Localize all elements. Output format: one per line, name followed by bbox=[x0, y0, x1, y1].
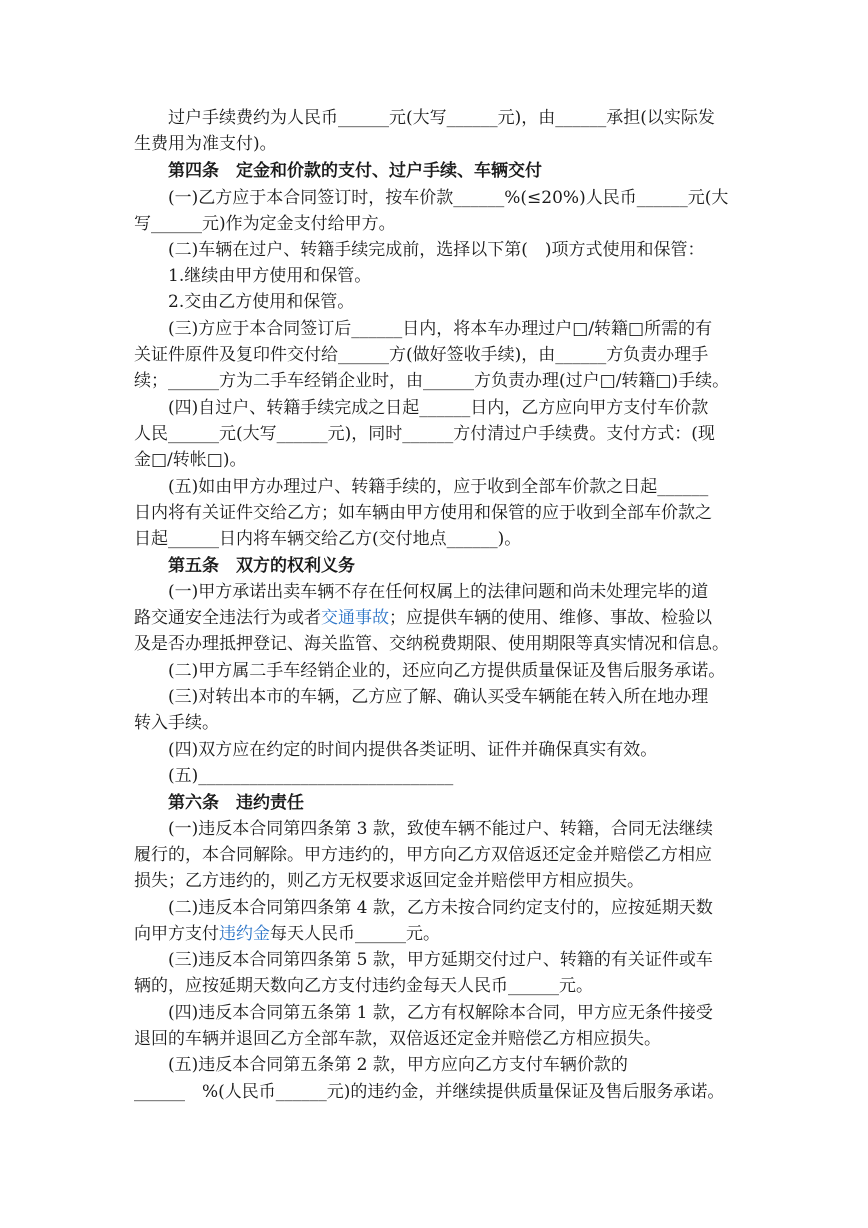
paragraph-line bbox=[168, 263, 371, 289]
paragraph-line bbox=[134, 842, 712, 868]
paragraph-line bbox=[134, 500, 712, 526]
text-segment: (三)方应于本合同签订后______日内，将本车办理过户□/转籍□所需的有 bbox=[168, 319, 713, 339]
paragraph-line bbox=[168, 105, 715, 131]
text-segment: (二)甲方属二手车经销企业的，还应向乙方提供质量保证及售后服务承诺。 bbox=[168, 661, 726, 681]
paragraph-line bbox=[134, 1079, 724, 1105]
text-segment: 转入手续。 bbox=[134, 713, 219, 733]
paragraph-line bbox=[134, 631, 729, 657]
paragraph-line bbox=[168, 395, 708, 421]
text-segment: 辆的，应按延期天数向乙方支付违约金每天人民币______元。 bbox=[134, 976, 593, 996]
text-segment: ______ %(人民币______元)的违约金，并继续提供质量保证及售后服务承诺。 bbox=[134, 1082, 725, 1102]
paragraph-line bbox=[134, 710, 219, 736]
paragraph-line bbox=[168, 684, 708, 710]
text-segment: 向甲方支付 bbox=[134, 924, 219, 944]
text-segment: 续；______方为二手车经销企业时，由______方负责办理(过户□/转籍□)手续。 bbox=[134, 371, 730, 391]
paragraph-line bbox=[134, 526, 521, 552]
text-segment: (五)______________________________ bbox=[168, 766, 454, 786]
paragraph-line bbox=[168, 237, 705, 263]
text-segment: 生费用为准支付)。 bbox=[134, 134, 277, 154]
paragraph-line bbox=[168, 289, 354, 315]
text-segment: 路交通安全违法行为或者 bbox=[134, 608, 321, 628]
text-segment: (三)对转出本市的车辆，乙方应了解、确认买受车辆能在转入所在地办理 bbox=[168, 687, 709, 707]
text-segment: 写______元)作为定金支付给甲方。 bbox=[134, 214, 396, 234]
text-segment: (五)违反本合同第五条第 2 款，甲方应向乙方支付车辆价款的 bbox=[168, 1055, 628, 1075]
paragraph-line bbox=[134, 368, 729, 394]
text-segment: 损失；乙方违约的，则乙方无权要求返回定金并赔偿甲方相应损失。 bbox=[134, 871, 644, 891]
paragraph-line bbox=[134, 342, 708, 368]
paragraph-line bbox=[168, 1052, 628, 1078]
text-segment: 履行的，本合同解除。甲方违约的，甲方向乙方双倍返还定金并赔偿乙方相应 bbox=[134, 845, 712, 865]
paragraph-line bbox=[134, 868, 644, 894]
text-segment: 日起______日内将车辆交给乙方(交付地点______)。 bbox=[134, 529, 522, 549]
text-segment: (四)违反本合同第五条第 1 款，乙方有权解除本合同，甲方应无条件接受 bbox=[168, 1003, 713, 1023]
paragraph-line bbox=[168, 658, 725, 684]
paragraph-line bbox=[134, 973, 593, 999]
text-segment: 过户手续费约为人民币______元(大写______元)，由______承担(以实际发 bbox=[168, 108, 715, 128]
paragraph-line bbox=[168, 579, 708, 605]
paragraph-line bbox=[134, 211, 396, 237]
text-segment: 退回的车辆并退回乙方全部车款，双倍返还定金并赔偿乙方相应损失。 bbox=[134, 1029, 661, 1049]
paragraph-line bbox=[134, 131, 277, 157]
article-6-heading bbox=[168, 790, 304, 816]
text-segment: 每天人民币______元。 bbox=[270, 924, 440, 944]
paragraph-line bbox=[168, 816, 713, 842]
text-segment: (一)甲方承诺出卖车辆不存在任何权属上的法律问题和尚未处理完毕的道 bbox=[168, 582, 709, 602]
text-segment: 金□/转帐□)。 bbox=[134, 450, 247, 470]
text-segment: 人民______元(大写______元)，同时______方付清过户手续费。支付方式：(现 bbox=[134, 424, 715, 444]
article-5-heading bbox=[168, 553, 355, 579]
paragraph-line bbox=[168, 1000, 713, 1026]
text-segment: (二)车辆在过户、转籍手续完成前，选择以下第( )项方式使用和保管： bbox=[168, 240, 705, 260]
heading-text: 第六条 违约责任 bbox=[168, 793, 304, 813]
text-segment: (一)乙方应于本合同签订时，按车价款______%(≤20%)人民币______元(大 bbox=[168, 188, 729, 208]
text-segment: 及是否办理抵押登记、海关监管、交纳税费期限、使用期限等真实情况和信息。 bbox=[134, 634, 729, 654]
paragraph-line bbox=[168, 316, 712, 342]
text-segment: (四)双方应在约定的时间内提供各类证明、证件并确保真实有效。 bbox=[168, 740, 658, 760]
paragraph-line bbox=[168, 763, 453, 789]
penalty-link[interactable]: 违约金 bbox=[219, 924, 270, 944]
text-segment: (四)自过户、转籍手续完成之日起______日内，乙方应向甲方支付车价款 bbox=[168, 398, 709, 418]
paragraph-line bbox=[168, 947, 713, 973]
traffic-accident-link[interactable]: 交通事故 bbox=[321, 608, 389, 628]
paragraph-line bbox=[168, 737, 657, 763]
paragraph-line bbox=[168, 895, 713, 921]
paragraph-line bbox=[134, 447, 246, 473]
paragraph-line bbox=[168, 474, 708, 500]
heading-text: 第四条 定金和价款的支付、过户手续、车辆交付 bbox=[168, 161, 542, 181]
text-segment: 关证件原件及复印件交付给______方(做好签收手续)，由______方负责办理手 bbox=[134, 345, 709, 365]
text-segment: (一)违反本合同第四条第 3 款，致使车辆不能过户、转籍，合同无法继续 bbox=[168, 819, 713, 839]
text-segment: 2.交由乙方使用和保管。 bbox=[168, 292, 355, 312]
text-segment: (二)违反本合同第四条第 4 款，乙方未按合同约定支付的，应按延期天数 bbox=[168, 898, 713, 918]
text-segment: ；应提供车辆的使用、维修、事故、检验以 bbox=[389, 608, 712, 628]
paragraph-line bbox=[134, 421, 715, 447]
heading-text: 第五条 双方的权利义务 bbox=[168, 556, 355, 576]
paragraph-line bbox=[168, 185, 728, 211]
text-segment: (五)如由甲方办理过户、转籍手续的，应于收到全部车价款之日起______ bbox=[168, 477, 709, 497]
article-4-heading bbox=[168, 158, 542, 184]
text-segment: 日内将有关证件交给乙方；如车辆由甲方使用和保管的应于收到全部车价款之 bbox=[134, 503, 712, 523]
text-segment: (三)违反本合同第四条第 5 款，甲方延期交付过户、转籍的有关证件或车 bbox=[168, 950, 713, 970]
paragraph-line bbox=[134, 1026, 661, 1052]
paragraph-line bbox=[134, 605, 712, 631]
text-segment: 1.继续由甲方使用和保管。 bbox=[168, 266, 372, 286]
paragraph-line bbox=[134, 921, 440, 947]
